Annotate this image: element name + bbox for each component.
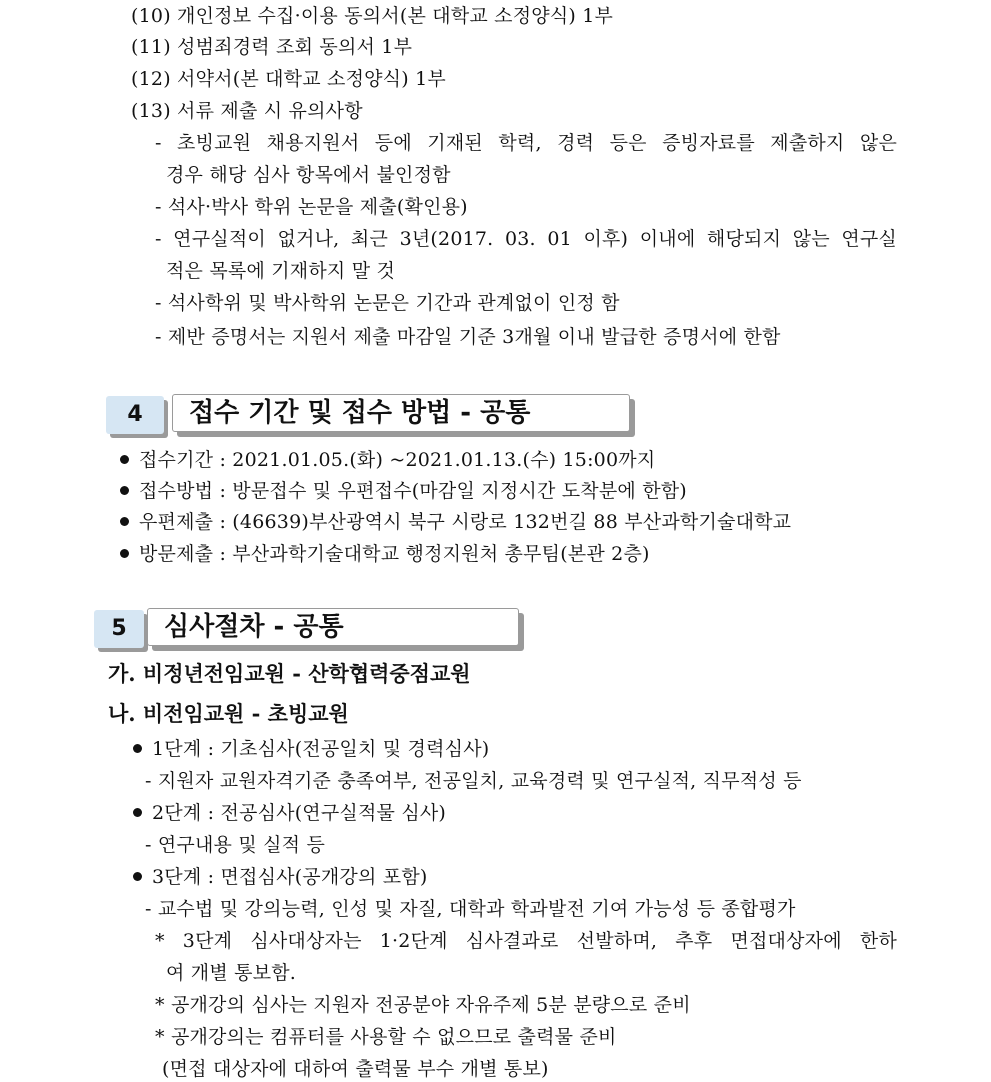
bullet-icon (133, 872, 142, 881)
item-11: (11) 성범죄경력 조회 동의서 1부 (131, 36, 413, 58)
item-13: (13) 서류 제출 시 유의사항 (131, 100, 363, 122)
note-star-1-line-2: 여 개별 통보함. (166, 962, 297, 984)
item-12: (12) 서약서(본 대학교 소정양식) 1부 (131, 68, 446, 90)
section-5-number: 5 (94, 610, 144, 648)
note-1-line-2: 경우 해당 심사 항목에서 불인정함 (166, 164, 451, 186)
stage-2-desc: - 연구내용 및 실적 등 (145, 834, 326, 856)
subsection-ga: 가. 비정년전임교원 - 산학협력중점교원 (108, 661, 471, 686)
note-star-3-detail: (면접 대상자에 대하여 출력물 부수 개별 통보) (162, 1058, 549, 1080)
bullet-icon (120, 549, 129, 558)
stage-2: 2단계 : 전공심사(연구실적물 심사) (133, 801, 446, 825)
section-4-bullet-period: 접수기간 : 2021.01.05.(화) ~2021.01.13.(수) 15:00까지 (120, 448, 655, 472)
bullet-icon (133, 744, 142, 753)
note-star-3: * 공개강의는 컴퓨터를 사용할 수 없으므로 출력물 준비 (155, 1026, 617, 1048)
section-4-bullet-method: 접수방법 : 방문접수 및 우편접수(마감일 지정시간 도착분에 한함) (120, 479, 687, 503)
item-10: (10) 개인정보 수집·이용 동의서(본 대학교 소정양식) 1부 (131, 5, 614, 27)
bullet-icon (120, 486, 129, 495)
stage-1-desc: - 지원자 교원자격기준 충족여부, 전공일치, 교육경력 및 연구실적, 직무적성 등 (145, 770, 802, 792)
note-star-1-line-1: * 3단계 심사대상자는 1·2단계 심사결과로 선발하며, 추후 면접대상자에 한하 (155, 930, 897, 952)
bullet-icon (120, 517, 129, 526)
note-3-line-2: 적은 목록에 기재하지 말 것 (166, 260, 396, 282)
section-4-bullet-mail: 우편제출 : (46639)부산광역시 북구 시랑로 132번길 88 부산과학기술대학교 (120, 510, 791, 534)
bullet-icon (133, 808, 142, 817)
note-3-line-1: - 연구실적이 없거나, 최근 3년(2017. 03. 01 이후) 이내에 해당되지 않는 연구실 (155, 228, 897, 250)
note-star-2: * 공개강의 심사는 지원자 전공분야 자유주제 5분 분량으로 준비 (155, 994, 691, 1016)
note-1-line-1: - 초빙교원 채용지원서 등에 기재된 학력, 경력 등은 증빙자료를 제출하지 않은 (155, 132, 897, 154)
note-5: - 제반 증명서는 지원서 제출 마감일 기준 3개월 이내 발급한 증명서에 한함 (155, 326, 781, 348)
subsection-na: 나. 비전임교원 - 초빙교원 (108, 701, 349, 726)
note-2: - 석사·박사 학위 논문을 제출(확인용) (155, 196, 468, 218)
section-4-number: 4 (106, 396, 164, 434)
stage-3-desc: - 교수법 및 강의능력, 인성 및 자질, 대학과 학과발전 기여 가능성 등 종합평가 (145, 898, 796, 920)
section-5-title: 심사절차 - 공통 (147, 608, 519, 646)
bullet-icon (120, 455, 129, 464)
note-4: - 석사학위 및 박사학위 논문은 기간과 관계없이 인정 함 (155, 292, 620, 314)
stage-1: 1단계 : 기초심사(전공일치 및 경력심사) (133, 737, 489, 761)
section-4-title: 접수 기간 및 접수 방법 - 공통 (172, 394, 630, 432)
section-4-bullet-visit: 방문제출 : 부산과학기술대학교 행정지원처 총무팀(본관 2층) (120, 542, 650, 566)
stage-3: 3단계 : 면접심사(공개강의 포함) (133, 865, 427, 889)
